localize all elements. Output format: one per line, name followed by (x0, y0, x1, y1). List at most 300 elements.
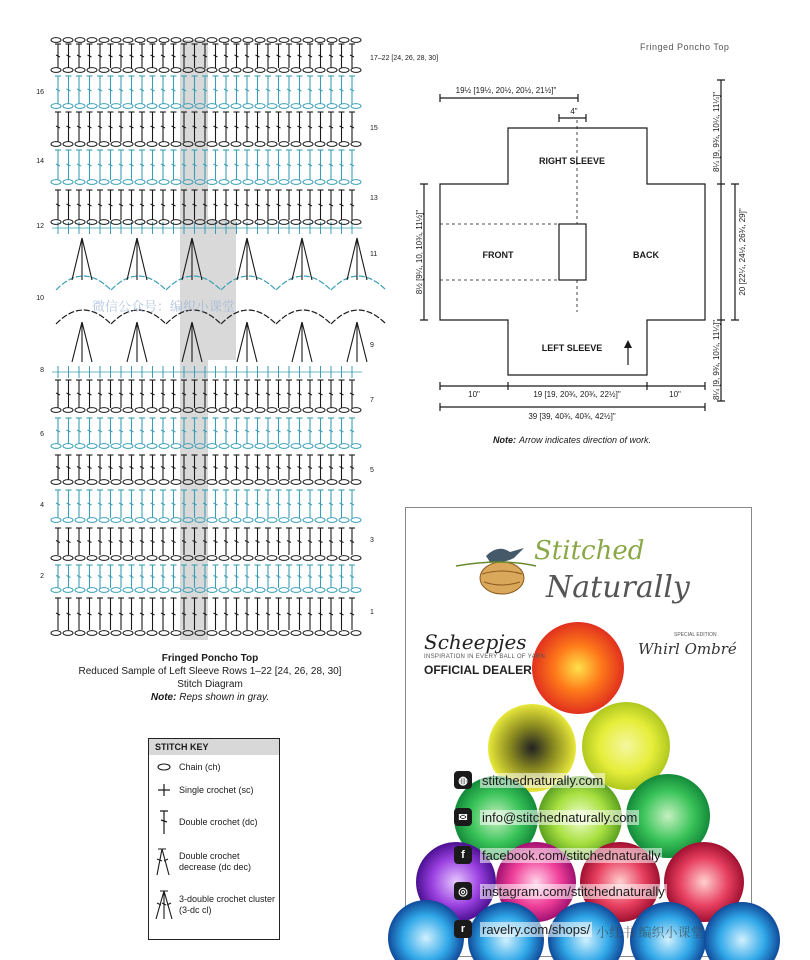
chain-stitch (171, 408, 181, 413)
stitch-diagram-caption (40, 652, 380, 704)
chain-stitch (135, 480, 145, 485)
chain-stitch (207, 142, 217, 147)
chain-stitch (87, 104, 97, 109)
chain-stitch (327, 104, 337, 109)
key-label-dcdec: Double crochet decrease (dc dec) (179, 851, 252, 872)
row-label-right: 7 (370, 397, 374, 404)
contact-website[interactable] (454, 771, 605, 789)
chain-stitch (243, 180, 253, 185)
chain-stitch (279, 68, 289, 73)
chain-stitch (159, 480, 169, 485)
caption-line2: Stitch Diagram (177, 679, 243, 690)
chain-stitch (111, 104, 121, 109)
neck-width-label: 4" (570, 107, 578, 116)
chain-stitch (99, 588, 109, 593)
caption-note (40, 691, 380, 704)
chain-stitch (339, 631, 349, 636)
chain-stitch (327, 180, 337, 185)
chain-stitch (351, 588, 361, 593)
chain-stitch (255, 180, 265, 185)
chain-stitch (75, 408, 85, 413)
chain-stitch (171, 68, 181, 73)
chain-stitch (303, 180, 313, 185)
chain-stitch (111, 480, 121, 485)
stitch-key-title: STITCH KEY (149, 739, 279, 755)
chain-stitch (267, 444, 277, 449)
chain-stitch (303, 556, 313, 561)
chain-stitch (123, 38, 133, 43)
chain-stitch (87, 38, 97, 43)
chain-stitch (75, 444, 85, 449)
instagram-icon: ◎ (454, 882, 472, 900)
key-label-sc: Single crochet (sc) (179, 784, 254, 795)
chain-stitch (339, 142, 349, 147)
contact-ravelry-text[interactable]: ravelry.com/shops/ (482, 921, 591, 937)
chain-stitch (135, 444, 145, 449)
chain-stitch (351, 518, 361, 523)
chain-stitch (243, 631, 253, 636)
chain-stitch (147, 444, 157, 449)
product-name: Whirl Ombré (638, 640, 737, 658)
chain-stitch (231, 104, 241, 109)
row-label-left: 12 (36, 223, 44, 230)
chain-stitch (75, 220, 85, 225)
cluster-stitch (237, 238, 247, 280)
chain-stitch (159, 408, 169, 413)
chain-stitch (99, 631, 109, 636)
chain-stitch (279, 142, 289, 147)
chain-stitch (207, 444, 217, 449)
chain-arch (276, 310, 331, 324)
key-item-cluster (153, 889, 277, 921)
chain-stitch (315, 556, 325, 561)
chain-stitch (339, 68, 349, 73)
chain-stitch (267, 38, 277, 43)
cluster-stitch (137, 238, 147, 280)
chain-stitch (147, 38, 157, 43)
special-edition-label: SPECIAL EDITION (674, 632, 717, 638)
chain-stitch (255, 142, 265, 147)
chain-stitch (87, 444, 97, 449)
chain-stitch (51, 588, 61, 593)
chain-stitch (291, 38, 301, 43)
chain-stitch (123, 556, 133, 561)
chain-stitch (267, 631, 277, 636)
chain-stitch (327, 631, 337, 636)
schematic-note-label: Note: (492, 435, 516, 445)
chain-stitch (255, 104, 265, 109)
chain-stitch (171, 38, 181, 43)
chain-stitch (147, 408, 157, 413)
email-icon: ✉ (454, 808, 472, 826)
bottom-watermark: 小红书 编织小课堂 (596, 925, 704, 940)
chain-stitch (207, 38, 217, 43)
chain-stitch (63, 38, 73, 43)
chain-stitch (327, 444, 337, 449)
chain-stitch (267, 518, 277, 523)
chain-stitch (63, 588, 73, 593)
chain-stitch (159, 104, 169, 109)
chain-stitch (99, 142, 109, 147)
chain-stitch (267, 68, 277, 73)
chain-stitch (51, 68, 61, 73)
chain-stitch (255, 220, 265, 225)
row-label-left: 16 (36, 89, 44, 96)
chain-stitch (123, 631, 133, 636)
row-label-left: 6 (40, 431, 44, 438)
chain-stitch (303, 38, 313, 43)
row-label-right: 9 (370, 342, 374, 349)
contact-instagram[interactable] (454, 882, 667, 900)
front-label: FRONT (482, 250, 514, 260)
chain-stitch (327, 38, 337, 43)
chain-stitch (351, 556, 361, 561)
chain-stitch (315, 444, 325, 449)
cluster-stitch (82, 322, 92, 362)
chain-stitch (339, 104, 349, 109)
chain-stitch (147, 631, 157, 636)
chain-stitch (327, 68, 337, 73)
chain-stitch (123, 408, 133, 413)
chain-stitch (75, 38, 85, 43)
row-label-left: 4 (40, 502, 44, 509)
chain-stitch (243, 480, 253, 485)
chain-stitch (279, 518, 289, 523)
chain-stitch (123, 142, 133, 147)
chain-stitch (171, 142, 181, 147)
chain-stitch (171, 180, 181, 185)
ravelry-icon: r (454, 920, 472, 938)
chain-stitch (135, 408, 145, 413)
row-label-right: 15 (370, 125, 378, 132)
chain-stitch (75, 631, 85, 636)
chain-stitch (135, 104, 145, 109)
chain-stitch (159, 68, 169, 73)
chain-stitch (255, 480, 265, 485)
chain-stitch (231, 38, 241, 43)
chain-stitch (135, 68, 145, 73)
brand-name-line1: Stitched (534, 536, 645, 566)
top-width-label: 19½ [19½, 20½, 20½, 21½]" (455, 86, 557, 95)
globe-icon: ◍ (454, 771, 472, 789)
chain-stitch (87, 588, 97, 593)
chain-stitch (99, 444, 109, 449)
chain-stitch (135, 588, 145, 593)
chain-stitch (51, 518, 61, 523)
schematic-note (493, 435, 651, 445)
chain-stitch (327, 220, 337, 225)
chain-stitch (63, 631, 73, 636)
cluster-stitch (247, 238, 257, 280)
chain-stitch (87, 480, 97, 485)
chain-stitch (303, 408, 313, 413)
stitch-key (148, 738, 280, 940)
chain-stitch (351, 180, 361, 185)
chain-stitch (135, 180, 145, 185)
chain-stitch (99, 104, 109, 109)
rep-block (196, 220, 236, 360)
chain-stitch (255, 408, 265, 413)
cluster-stitch (127, 238, 137, 280)
schematic-note-text: Arrow indicates direction of work. (518, 435, 652, 445)
chain-stitch (231, 180, 241, 185)
chain-stitch (63, 104, 73, 109)
key-item-dc (153, 809, 277, 835)
chain-stitch (99, 68, 109, 73)
chain-stitch (135, 518, 145, 523)
right-top-height-label: 8¼ [9, 9¾, 10¼, 11¼]" (712, 91, 721, 173)
chain-stitch (339, 480, 349, 485)
chain-stitch (75, 68, 85, 73)
chain-stitch (207, 104, 217, 109)
contact-website-text[interactable]: stitchednaturally.com (482, 772, 604, 788)
left-height-label: 8½ [9¼, 10, 10¾, 11½]" (415, 209, 424, 295)
caption-note-label: Note: (150, 692, 177, 703)
contact-instagram-text[interactable]: instagram.com/stitchednaturally (482, 883, 665, 899)
chain-stitch (123, 444, 133, 449)
chain-stitch (291, 556, 301, 561)
chain-stitch (159, 444, 169, 449)
row-label-left: 10 (36, 295, 44, 302)
cluster-stitch (292, 238, 302, 280)
chain-stitch (111, 68, 121, 73)
chain-stitch (111, 518, 121, 523)
row-label-right: 3 (370, 537, 374, 544)
facebook-icon: f (454, 846, 472, 864)
chain-stitch (231, 142, 241, 147)
chain-stitch (159, 556, 169, 561)
chain-stitch (219, 68, 229, 73)
chain-stitch (351, 631, 361, 636)
chain-stitch (339, 588, 349, 593)
chain-arch (56, 276, 111, 290)
chain-stitch (303, 588, 313, 593)
chain-stitch (339, 220, 349, 225)
chain-stitch (51, 631, 61, 636)
chain-stitch (147, 180, 157, 185)
chain-stitch (159, 631, 169, 636)
chain-stitch (231, 631, 241, 636)
chain-stitch (303, 631, 313, 636)
cluster-stitch (347, 238, 357, 280)
chain-stitch (219, 180, 229, 185)
chain-stitch (267, 480, 277, 485)
chain-stitch (135, 220, 145, 225)
chain-stitch (207, 68, 217, 73)
chain-stitch (291, 631, 301, 636)
bottom-total-label: 39 [39, 40¾, 40¾, 42½]" (528, 412, 616, 421)
chain-stitch (315, 104, 325, 109)
chain-stitch (219, 480, 229, 485)
chain-stitch (303, 104, 313, 109)
chain-stitch (339, 518, 349, 523)
chain-stitch (159, 220, 169, 225)
chain-stitch (291, 480, 301, 485)
cluster-stitch (237, 322, 247, 362)
chain-stitch (87, 142, 97, 147)
chain-stitch (135, 631, 145, 636)
chain-stitch (291, 588, 301, 593)
chain-stitch (315, 631, 325, 636)
center-watermark: 微信公众号：编织小课堂 (92, 299, 236, 314)
row-label-right: 13 (370, 195, 378, 202)
chain-stitch (207, 588, 217, 593)
chain-stitch (171, 444, 181, 449)
chain-stitch (291, 68, 301, 73)
chain-stitch (351, 480, 361, 485)
contact-facebook-text[interactable]: facebook.com/stitchednaturally (482, 847, 661, 863)
row-label-right: 5 (370, 467, 374, 474)
chain-stitch (63, 142, 73, 147)
double-crochet-icon (153, 809, 175, 835)
row-label-left: 2 (40, 573, 44, 580)
cluster-stitch (302, 238, 312, 280)
chain-stitch (207, 518, 217, 523)
chain-stitch (255, 518, 265, 523)
chain-stitch (111, 444, 121, 449)
chain-stitch (99, 180, 109, 185)
chain-stitch (207, 556, 217, 561)
right-total-height-label: 20 [22¼, 24½, 26¾, 29]" (738, 208, 747, 296)
chain-stitch (231, 68, 241, 73)
chain-stitch (219, 588, 229, 593)
chain-stitch (315, 180, 325, 185)
chain-stitch (51, 444, 61, 449)
chain-stitch (219, 408, 229, 413)
key-label-dc: Double crochet (dc) (179, 816, 258, 827)
chain-stitch (279, 556, 289, 561)
dc-decrease-icon (153, 847, 175, 877)
chain-arch (331, 310, 386, 324)
chain-stitch (87, 68, 97, 73)
chain-stitch (171, 588, 181, 593)
chain-stitch (255, 631, 265, 636)
chain-stitch (75, 518, 85, 523)
cluster-stitch (72, 322, 82, 362)
chain-stitch (279, 444, 289, 449)
cluster-stitch (137, 322, 147, 362)
chain-stitch (315, 142, 325, 147)
chain-stitch (231, 518, 241, 523)
chain-stitch (63, 556, 73, 561)
chain-stitch (51, 408, 61, 413)
row-label-left: 14 (36, 158, 44, 165)
key-label-cluster: 3-double crochet cluster (3-dc cl) (179, 894, 276, 915)
chain-stitch (207, 631, 217, 636)
chain-stitch (111, 142, 121, 147)
chain-stitch (159, 588, 169, 593)
row-label-right: 11 (370, 251, 378, 258)
chain-stitch (291, 180, 301, 185)
chain-stitch (243, 408, 253, 413)
chain-stitch (315, 408, 325, 413)
chain-stitch (303, 444, 313, 449)
chain-stitch (231, 480, 241, 485)
chain-stitch (279, 220, 289, 225)
chain-stitch (207, 480, 217, 485)
chain-stitch (315, 68, 325, 73)
cluster-stitch (72, 238, 82, 280)
chain-stitch (51, 142, 61, 147)
chain-stitch (243, 68, 253, 73)
chain-stitch (255, 38, 265, 43)
chain-stitch (63, 408, 73, 413)
chain-stitch (291, 444, 301, 449)
cluster-stitch (82, 238, 92, 280)
chain-stitch (147, 104, 157, 109)
bottom-mid-label: 19 [19, 20¾, 20¾, 22½]" (533, 390, 621, 399)
chain-stitch (123, 518, 133, 523)
chain-arch (276, 276, 331, 290)
chain-arch (111, 276, 166, 290)
chain-stitch (303, 220, 313, 225)
chain-stitch (291, 142, 301, 147)
chain-stitch (351, 38, 361, 43)
chain-stitch (291, 518, 301, 523)
chain-stitch (267, 180, 277, 185)
chain-stitch (63, 180, 73, 185)
chain-stitch (279, 480, 289, 485)
right-sleeve-label: RIGHT SLEEVE (538, 156, 606, 166)
chain-stitch (243, 588, 253, 593)
contact-email-text[interactable]: info@stitchednaturally.com (482, 809, 638, 825)
caption-note-text: Reps shown in gray. (179, 692, 270, 703)
chain-stitch (291, 408, 301, 413)
chain-stitch (147, 588, 157, 593)
chain-stitch (255, 588, 265, 593)
chain-stitch (267, 104, 277, 109)
chain-stitch (327, 408, 337, 413)
chain-stitch (123, 68, 133, 73)
chain-stitch (123, 104, 133, 109)
contact-email[interactable] (454, 808, 639, 826)
chain-stitch (111, 556, 121, 561)
chain-stitch (51, 180, 61, 185)
cluster-stitch (302, 322, 312, 362)
chain-stitch (279, 104, 289, 109)
chain-stitch (147, 480, 157, 485)
cluster-stitch (357, 322, 367, 362)
chain-stitch (231, 588, 241, 593)
chain-stitch (171, 104, 181, 109)
chain-stitch (51, 38, 61, 43)
chain-stitch (147, 518, 157, 523)
chain-stitch (171, 220, 181, 225)
key-item-chain (153, 761, 277, 773)
chain-stitch (279, 631, 289, 636)
chain-stitch (291, 104, 301, 109)
caption-line1: Reduced Sample of Left Sleeve Rows 1–22 [24, 26, 28, 30] (78, 666, 342, 677)
chain-stitch (315, 518, 325, 523)
chain-stitch (327, 518, 337, 523)
chain-stitch (279, 180, 289, 185)
chain-stitch (339, 408, 349, 413)
chain-stitch (87, 556, 97, 561)
chain-stitch (351, 444, 361, 449)
chain-stitch (351, 142, 361, 147)
chain-stitch (303, 68, 313, 73)
advertisement[interactable] (405, 507, 752, 957)
chain-stitch (255, 68, 265, 73)
chain-stitch (315, 38, 325, 43)
chain-stitch (243, 104, 253, 109)
contact-facebook[interactable] (454, 846, 662, 864)
chain-stitch (111, 180, 121, 185)
chain-stitch (339, 444, 349, 449)
chain-stitch (147, 142, 157, 147)
chain-stitch (99, 408, 109, 413)
contact-ravelry[interactable] (454, 920, 592, 938)
